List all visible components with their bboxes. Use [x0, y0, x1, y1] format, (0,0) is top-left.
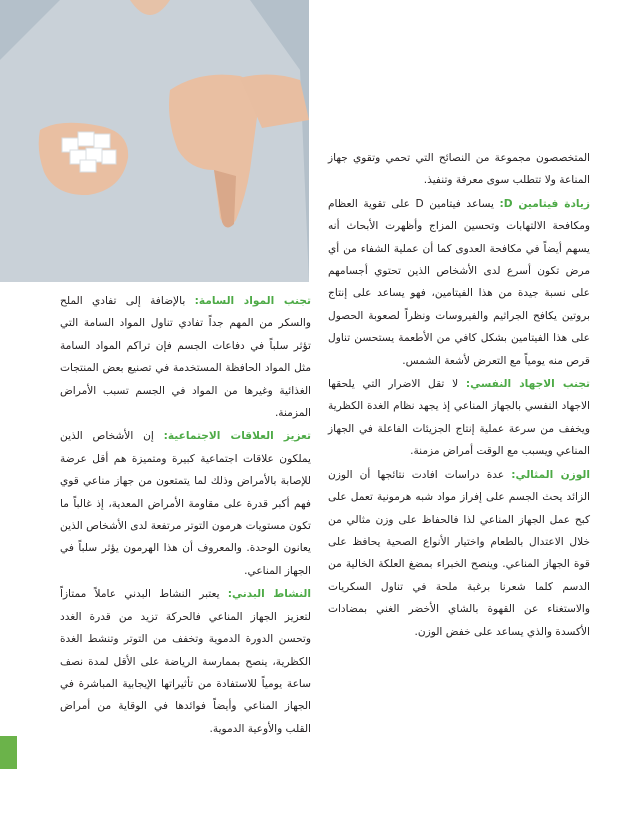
page-edge-tab: [0, 736, 17, 769]
left-paragraph: [60, 290, 311, 424]
section-heading: تجنب المواد السامة:: [194, 295, 311, 307]
section-heading: تجنب الاجهاد النفسي:: [465, 378, 590, 391]
left-column: [60, 290, 311, 741]
left-paragraph: [60, 425, 311, 582]
section-heading: الوزن المثالي:: [511, 468, 590, 481]
section-text: يعتبر النشاط البدني عاملاً ممتازاً لتعزيز الجهاز المناعي فالحركة تزيد من قدرة الغدد وتحسن الدورة الدموية وتخفف من التوتر وتنشط الغدة الكظرية، ينصح بممارسة الرياضة على الأقل لمدة نصف ساعة يومياً للاستفادة من تأثيراتها الإيجابية المباشرة في الجهاز المناعي وأيضاً فوائدها في الوقاية من أمراض القلب والأوعية الدموية.: [60, 588, 311, 735]
section-text: لا تقل الاضرار التي يلحقها الاجهاد النفسي بالجهاز المناعي إذ يجهد نظام الغدة الكظرية ويخفف من سرعة عملية إنتاج الجزيئات الفاعلة في الجهاز المناعي ويسبب مع الوقت أمراض مزمنة.: [328, 378, 590, 458]
right-column: [328, 147, 590, 644]
section-text: بالإضافة إلى تفادي الملح والسكر من المهم جداً تفادي تناول المواد السامة التي تؤثر سلباً في دفاعات الجسم فإن تراكم المواد السامة مثل المواد الحافظة المستخدمة في تصنيع بعض المنتجات الغذائية وغيرها من المواد في الجسم تسبب الأمراض المزمنة.: [60, 295, 311, 420]
section-heading: النشاط البدني:: [227, 588, 311, 601]
left-paragraph: [60, 583, 311, 740]
section-heading: زيادة فيتامين D:: [499, 197, 590, 210]
right-paragraph: [328, 193, 590, 372]
section-text: يساعد فيتامين D على تقوية العظام ومكافحة الالتهابات وتحسين المزاج وأظهرت الأبحاث أنه يسهم أيضاً في مكافحة العدوى كما أن عملية الشفاء من أي مرض تكون أسرع لدى الأشخاص الذين تحتوي أجسامهم على نسبة جيدة من هذا الفيتامين، فهو يساعد على إنتاج بروتين يكافح الجراثيم والفيروسات ونظراً لصعوبة الحصول على هذا الفيتامين بشكل كافي من الأطعمة يستحسن تناول قرص منه يومياً مع التعرض لأشعة الشمس.: [328, 197, 590, 367]
sugar-thumbs-down-photo: [0, 0, 309, 282]
section-text: إن الأشخاص الذين يملكون علاقات اجتماعية كبيرة ومتميزة هم أقل عرضة للإصابة بالأمراض وذلك لما يتمتعون من جهاز مناعي قوي فهم أكبر قدرة على مقاومة الأمراض المعدية، إذ غالباً ما تكون مستويات هرمون التوتر مرتفعة لدى الأشخاص الذين يعانون الوحدة. والمعروف أن هذا الهرمون يؤثر سلباً في الجهاز المناعي.: [60, 430, 311, 577]
section-heading: تعزيز العلاقات الاجتماعية:: [163, 430, 311, 443]
right-paragraph: [328, 373, 590, 463]
right-paragraph: [328, 464, 590, 643]
section-text: المتخصصون مجموعة من النصائح التي تحمي وتقوي جهاز المناعة ولا تتطلب سوى معرفة وتنفيذ.: [328, 152, 590, 187]
photo-illustration: [0, 0, 309, 282]
section-text: عدة دراسات افادت نتائجها أن الوزن الزائد يحث الجسم على إفراز مواد شبه هرمونية تعمل على كبح عمل الجهاز المناعي لذا فالحفاظ على وزن مثالي من خلال الاعتدال بالطعام واختيار الأنواع الصحية يحافظ على قوة الجهاز المناعي. وينصح الخبراء بمضغ العلكة الخالية من الدسم كلما شعرنا برغبة ملحة في تناول السكريات والاستغناء عن القهوة بالشاي الأخضر الغني بمضادات الأكسدة والذي يساعد على خفض الوزن.: [328, 468, 590, 638]
right-paragraph: [328, 147, 590, 192]
